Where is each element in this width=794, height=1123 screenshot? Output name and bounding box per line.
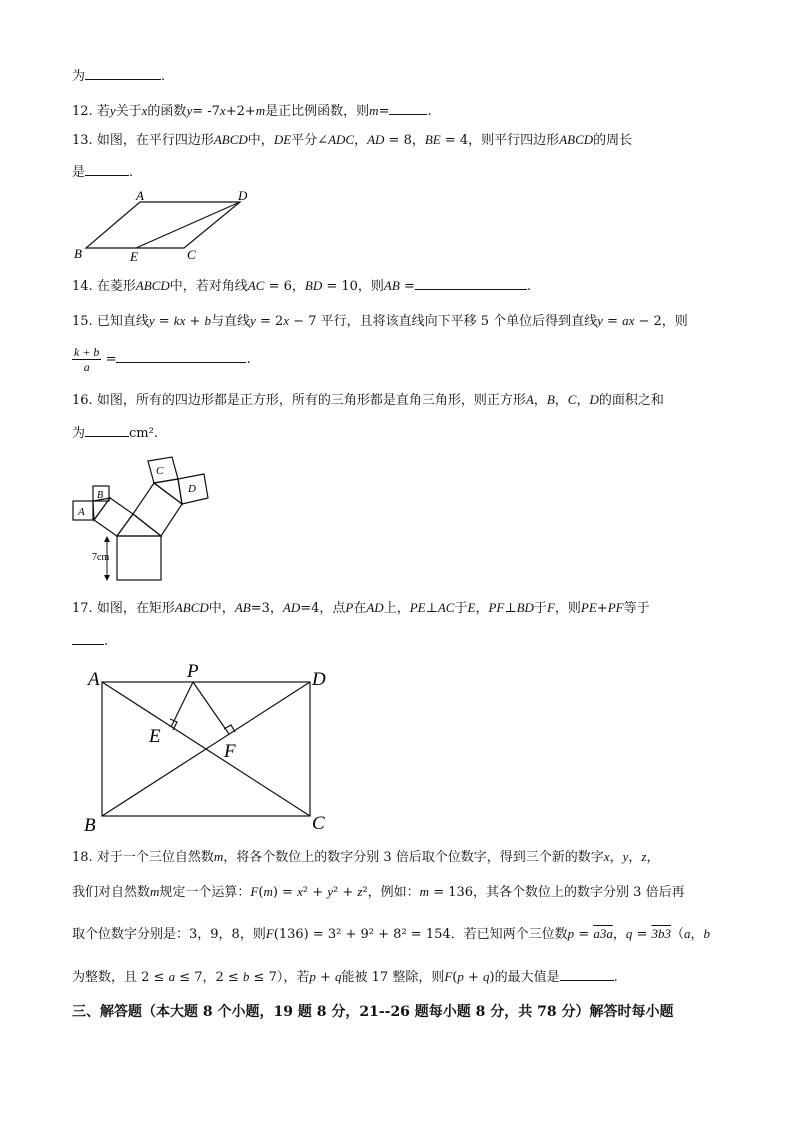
var: AD xyxy=(282,600,301,615)
question-17-line2 xyxy=(72,631,108,651)
text: 如图，在矩形 xyxy=(96,601,175,616)
text: = xyxy=(574,927,594,942)
rectangle-figure xyxy=(80,658,340,838)
question-18-line1 xyxy=(72,848,659,867)
text: = 2 xyxy=(255,314,284,329)
segment-pf xyxy=(193,682,229,734)
label-b: B xyxy=(74,246,82,261)
var: F xyxy=(444,969,453,984)
text: 平分∠ xyxy=(291,133,329,148)
q11-end: . xyxy=(161,69,166,84)
text: = xyxy=(378,104,390,119)
question-15-line2 xyxy=(72,345,251,374)
text: ⊥ xyxy=(504,601,517,616)
label-a: A xyxy=(136,188,144,203)
text: = xyxy=(154,314,174,329)
var: m xyxy=(263,884,273,899)
question-14 xyxy=(72,276,531,296)
var: q xyxy=(335,969,342,984)
var: PE xyxy=(580,600,597,615)
var: b xyxy=(703,926,711,941)
text: （ xyxy=(671,927,685,942)
var: x xyxy=(283,313,290,328)
var: y xyxy=(327,884,334,899)
var: m xyxy=(150,884,160,899)
text: 中，若对角线 xyxy=(169,279,248,294)
var: m xyxy=(369,103,379,118)
var: y xyxy=(250,313,256,328)
var: BE xyxy=(424,132,441,147)
var: BD xyxy=(516,600,534,615)
section-3-heading: 三、解答题（本大题 8 个小题，19 题 8 分，21--26 题每小题 8 分，共 78 分）解答时每小题 xyxy=(72,1004,674,1020)
text: (136) = 3² + 9² + 8² = 154．若已知两个三位数 xyxy=(273,927,568,942)
text: + xyxy=(463,970,484,985)
question-17-line1 xyxy=(72,599,650,618)
unit: cm² xyxy=(129,426,154,441)
var: AC xyxy=(437,600,455,615)
var: p xyxy=(309,969,316,984)
var: F xyxy=(546,600,555,615)
text: . xyxy=(129,165,134,180)
var: C xyxy=(567,392,577,407)
var: DE xyxy=(273,132,292,147)
text: ， xyxy=(533,393,547,408)
label-b: B xyxy=(97,490,104,501)
text: = -7 xyxy=(192,104,220,119)
text: + xyxy=(185,314,205,329)
text: 在 xyxy=(353,601,367,616)
label-d: D xyxy=(312,669,326,690)
text: 规定一个运算： xyxy=(159,885,251,900)
text: ， xyxy=(690,927,704,942)
text: 我们对自然数 xyxy=(72,885,151,900)
var: a xyxy=(684,926,691,941)
right-angle-e xyxy=(170,719,177,730)
var: P xyxy=(345,600,354,615)
text: ，则 xyxy=(554,601,581,616)
text: 取个位数字分别是：3，9，8，则 xyxy=(72,927,266,942)
var: ABCD xyxy=(174,600,209,615)
label-b: B xyxy=(84,815,96,836)
arrow-down-icon xyxy=(104,575,110,581)
parallelogram-abcd xyxy=(86,202,240,248)
label-c: C xyxy=(156,465,164,477)
label-e: E xyxy=(149,726,161,747)
label-a: A xyxy=(88,669,100,690)
var: x xyxy=(219,103,226,118)
var: p xyxy=(457,969,464,984)
big-square xyxy=(117,536,161,580)
text: 若 xyxy=(96,104,110,119)
answer-blank xyxy=(85,162,129,176)
answer-blank xyxy=(116,349,246,363)
var: F xyxy=(265,926,274,941)
main-triangle xyxy=(117,514,161,536)
text: ≤ 7），若 xyxy=(249,970,310,985)
var: q xyxy=(483,969,490,984)
text: ( xyxy=(258,885,264,900)
var: x xyxy=(603,849,610,864)
text: = 136，其各个数位上的数字分别 3 倍后再 xyxy=(429,885,685,900)
var: D xyxy=(589,392,599,407)
q11-tail xyxy=(72,66,165,86)
text: 对于一个三位自然数 xyxy=(96,850,214,865)
text: ， xyxy=(475,601,489,616)
text: ² + xyxy=(333,885,358,900)
q18-number: 18. xyxy=(72,850,93,865)
squares-figure xyxy=(70,452,220,584)
text: + xyxy=(315,970,336,985)
text: ， xyxy=(628,850,642,865)
label-d: D xyxy=(238,188,248,203)
text: = 4，则平行四边形 xyxy=(440,133,560,148)
q14-number: 14. xyxy=(72,279,93,294)
var: m xyxy=(419,884,430,899)
var: AB xyxy=(383,278,400,293)
text: ， xyxy=(554,393,568,408)
text: =4，点 xyxy=(300,601,346,616)
text: 中， xyxy=(247,133,274,148)
var: q xyxy=(625,926,633,941)
text: 上， xyxy=(383,601,410,616)
text: ) = xyxy=(272,885,298,900)
question-15-line1 xyxy=(72,312,688,331)
var: z xyxy=(641,849,647,864)
text: ²，例如： xyxy=(362,885,420,900)
text: = 6， xyxy=(264,279,305,294)
label-d: D xyxy=(188,483,196,495)
var: ABCD xyxy=(135,278,170,293)
text: = xyxy=(602,314,623,329)
var: x xyxy=(297,884,303,899)
answer-blank xyxy=(560,967,614,981)
segment-de xyxy=(136,202,240,248)
var: kx xyxy=(173,313,186,328)
text: 如图，在平行四边形 xyxy=(96,133,214,148)
var: z xyxy=(357,884,363,899)
var: y xyxy=(622,849,629,864)
label-f: F xyxy=(224,741,236,762)
text: ，将各个数位上的数字分别 3 倍后取个位数字，得到三个新的数字 xyxy=(223,850,604,865)
var: x xyxy=(141,103,148,118)
text: ， xyxy=(576,393,590,408)
label-e: E xyxy=(130,249,138,264)
var: AD xyxy=(367,132,385,147)
answer-blank xyxy=(389,101,427,115)
question-18-line2 xyxy=(72,883,685,902)
text: 如图，所有的四边形都是正方形，所有的三角形都是直角三角形，则正方形 xyxy=(96,393,526,408)
text: + xyxy=(596,601,608,616)
text: − 2，则 xyxy=(634,314,688,329)
text: ， xyxy=(354,133,368,148)
text: = xyxy=(632,927,652,942)
var: y xyxy=(148,313,155,328)
overlined-number: a3a xyxy=(593,926,613,941)
text: )的最大值是 xyxy=(489,970,560,985)
answer-blank xyxy=(415,276,527,290)
var: PF xyxy=(488,600,505,615)
var: ABCD xyxy=(213,132,248,147)
text: = 8， xyxy=(384,133,425,148)
equals-sign: = xyxy=(105,352,117,367)
var: AC xyxy=(247,278,265,293)
question-13-line1 xyxy=(72,131,632,150)
label-c: C xyxy=(187,247,196,262)
answer-blank xyxy=(85,423,129,437)
text: 关于 xyxy=(115,104,142,119)
var: B xyxy=(546,392,555,407)
var: b xyxy=(204,313,212,328)
question-16-line1 xyxy=(72,391,664,410)
text: ≤ 7，2 ≤ xyxy=(175,970,243,985)
label-p: P xyxy=(187,661,199,682)
text: . xyxy=(427,104,432,119)
text: = 10，则 xyxy=(322,279,384,294)
dimension-label: 7cm xyxy=(92,552,110,563)
text: 的函数 xyxy=(147,104,187,119)
text: 的周长 xyxy=(593,133,633,148)
text: 于 xyxy=(454,601,468,616)
text: 是 xyxy=(72,165,86,180)
text: ⊥ xyxy=(425,601,438,616)
var: ADC xyxy=(328,132,355,147)
answer-blank xyxy=(72,631,104,645)
text: +2+ xyxy=(225,104,256,119)
var: p xyxy=(567,926,575,941)
text: = xyxy=(399,279,415,294)
text: . xyxy=(613,970,618,985)
var: F xyxy=(250,884,259,899)
text: . xyxy=(526,279,531,294)
text: ( xyxy=(452,970,458,985)
text: 等于 xyxy=(623,601,650,616)
fraction-kb-over-a xyxy=(72,345,101,374)
left-square xyxy=(94,498,133,536)
var: PE xyxy=(409,600,426,615)
text: − 7 平行，且将该直线向下平移 5 个单位后得到直线 xyxy=(289,314,598,329)
text: 为整数，且 2 ≤ xyxy=(72,970,169,985)
var: a xyxy=(168,969,176,984)
question-16-line2 xyxy=(72,423,158,443)
var: PF xyxy=(607,600,624,615)
text: 是正比例函数，则 xyxy=(265,104,370,119)
question-18-line4 xyxy=(72,967,618,987)
fraction-numerator: k + b xyxy=(74,345,100,359)
text: ， xyxy=(609,850,623,865)
text: 在菱形 xyxy=(96,279,136,294)
label-a: A xyxy=(78,506,85,518)
text: 能被 17 整除，则 xyxy=(341,970,445,985)
text: 已知直线 xyxy=(96,314,149,329)
q17-number: 17. xyxy=(72,601,93,616)
var: y xyxy=(597,313,603,328)
text: . xyxy=(153,426,158,441)
var: A xyxy=(525,392,534,407)
var: y xyxy=(186,103,193,118)
var: m xyxy=(213,849,224,864)
text: ， xyxy=(612,927,626,942)
answer-blank xyxy=(85,66,161,80)
q15-number: 15. xyxy=(72,314,93,329)
q12-number: 12. xyxy=(72,104,93,119)
text: =3， xyxy=(250,601,283,616)
text: ² + xyxy=(302,885,328,900)
text: . xyxy=(246,352,251,367)
var: y xyxy=(109,103,116,118)
var: ABCD xyxy=(559,132,594,147)
fraction-denominator: a xyxy=(83,360,90,374)
var: E xyxy=(467,600,476,615)
q11-prefix: 为 xyxy=(72,69,86,84)
text: 中， xyxy=(208,601,235,616)
right-square xyxy=(133,483,182,536)
question-13-line2 xyxy=(72,162,133,182)
var: BD xyxy=(304,278,323,293)
question-18-line3 xyxy=(72,925,710,944)
text: 的面积之和 xyxy=(598,393,664,408)
text: . xyxy=(104,634,109,649)
q13-number: 13. xyxy=(72,133,93,148)
label-c: C xyxy=(312,813,325,834)
var: AB xyxy=(234,600,251,615)
question-12 xyxy=(72,101,432,121)
var: m xyxy=(255,103,266,118)
text: 于 xyxy=(533,601,547,616)
text: 为 xyxy=(72,426,86,441)
arrow-up-icon xyxy=(104,536,110,542)
text: ， xyxy=(646,850,660,865)
var: ax xyxy=(622,313,635,328)
var: AD xyxy=(366,600,384,615)
parallelogram-figure xyxy=(70,186,260,264)
var: b xyxy=(242,969,250,984)
q16-number: 16. xyxy=(72,393,93,408)
text: 与直线 xyxy=(211,314,251,329)
overlined-number: 3b3 xyxy=(651,926,671,941)
